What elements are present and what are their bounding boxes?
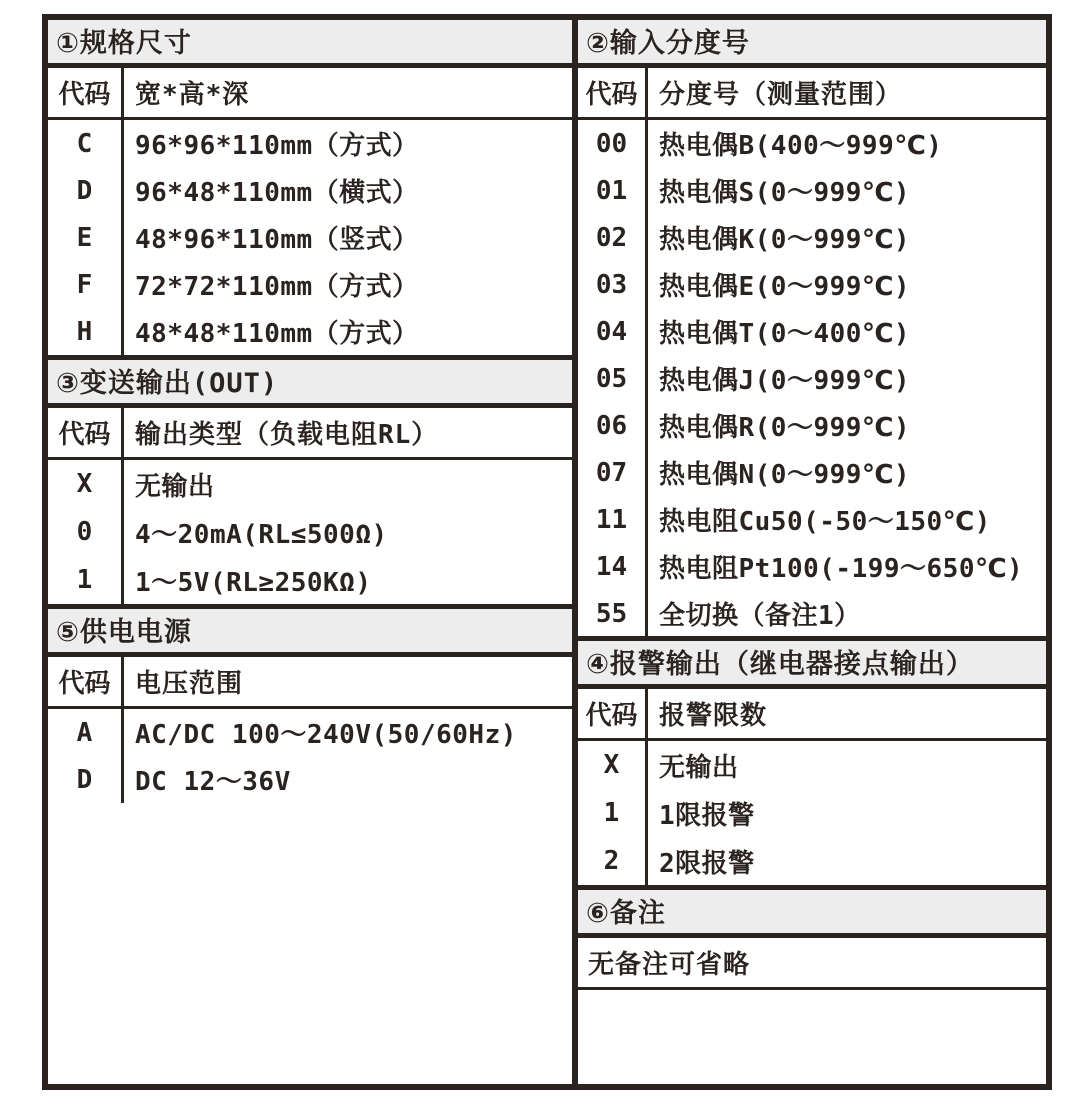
value-cell: AC/DC 100～240V(50/60Hz) bbox=[135, 720, 517, 750]
table-row bbox=[48, 308, 572, 355]
code-cell: 03 bbox=[578, 261, 648, 308]
value-cell: DC 12～36V bbox=[135, 767, 291, 797]
value-cell: 48*96*110mm（竖式） bbox=[135, 225, 419, 255]
value-column-header: 分度号（测量范围） bbox=[659, 80, 903, 110]
section-alarm-output bbox=[578, 636, 1046, 885]
table-row bbox=[578, 496, 1046, 543]
value-cell: 热电偶S(0～999℃) bbox=[659, 178, 911, 208]
value-cell: 2限报警 bbox=[659, 848, 755, 879]
table-row bbox=[48, 556, 572, 604]
code-cell: 02 bbox=[578, 214, 648, 261]
section-specs-rows bbox=[48, 120, 572, 355]
section-alarm-output-rows bbox=[578, 741, 1046, 885]
value-cell: 1～5V(RL≥250KΩ) bbox=[135, 567, 372, 598]
table-row bbox=[48, 214, 572, 261]
code-cell: 04 bbox=[578, 308, 648, 355]
remark-blank-cell bbox=[578, 990, 1046, 1084]
section-remark-title: ⑥备注 bbox=[578, 890, 1046, 938]
table-row bbox=[578, 308, 1046, 355]
table-row bbox=[578, 590, 1046, 636]
section-input-graduation bbox=[578, 20, 1046, 636]
table-row bbox=[48, 167, 572, 214]
table-row bbox=[578, 741, 1046, 789]
value-cell: 热电偶K(0～999℃) bbox=[659, 225, 911, 255]
table-row bbox=[578, 167, 1046, 214]
value-cell: 热电阻Pt100(-199～650℃) bbox=[659, 554, 1024, 584]
model-selection-table bbox=[42, 14, 1052, 1090]
section-power-supply-rows bbox=[48, 709, 572, 803]
code-cell: E bbox=[48, 214, 124, 261]
code-cell: 06 bbox=[578, 402, 648, 449]
code-cell: D bbox=[48, 167, 124, 214]
value-column-header: 宽*高*深 bbox=[135, 80, 250, 110]
value-cell: 72*72*110mm（方式） bbox=[135, 272, 419, 302]
remark-note: 无备注可省略 bbox=[578, 938, 1046, 990]
table-row bbox=[578, 120, 1046, 167]
code-cell: 1 bbox=[578, 789, 648, 837]
table-row bbox=[48, 508, 572, 556]
table-row bbox=[578, 214, 1046, 261]
table-row bbox=[48, 460, 572, 508]
code-cell: 05 bbox=[578, 355, 648, 402]
value-cell: 全切换（备注1） bbox=[659, 601, 861, 631]
table-row bbox=[48, 261, 572, 308]
code-column-header: 代码 bbox=[48, 657, 124, 706]
section-specs-title: ①规格尺寸 bbox=[48, 20, 572, 68]
section-transmit-output-title: ③变送输出(OUT) bbox=[48, 360, 572, 408]
code-cell: 55 bbox=[578, 590, 648, 636]
table-row bbox=[48, 120, 572, 167]
value-cell: 热电阻Cu50(-50～150℃) bbox=[659, 507, 991, 537]
table-row bbox=[578, 789, 1046, 837]
code-cell: 00 bbox=[578, 120, 648, 167]
value-cell: 48*48*110mm（方式） bbox=[135, 319, 419, 349]
value-cell: 热电偶N(0～999℃) bbox=[659, 460, 911, 490]
value-cell: 无输出 bbox=[659, 752, 739, 783]
code-column-header: 代码 bbox=[48, 408, 124, 457]
table-right-column bbox=[578, 20, 1046, 1084]
code-cell: H bbox=[48, 308, 124, 355]
section-specs-column-header bbox=[48, 68, 572, 120]
code-cell: D bbox=[48, 756, 124, 803]
section-remark bbox=[578, 885, 1046, 1084]
value-cell: 热电偶E(0～999℃) bbox=[659, 272, 911, 302]
section-power-supply-column-header bbox=[48, 657, 572, 709]
value-cell: 热电偶T(0～400℃) bbox=[659, 319, 911, 349]
section-input-graduation-title: ②输入分度号 bbox=[578, 20, 1046, 68]
code-cell: C bbox=[48, 120, 124, 167]
value-cell: 热电偶R(0～999℃) bbox=[659, 413, 911, 443]
table-row bbox=[578, 449, 1046, 496]
value-column-header: 电压范围 bbox=[135, 669, 244, 699]
table-row bbox=[578, 355, 1046, 402]
table-row bbox=[48, 756, 572, 803]
section-input-graduation-rows bbox=[578, 120, 1046, 636]
code-cell: X bbox=[578, 741, 648, 789]
section-transmit-output bbox=[48, 355, 572, 604]
section-transmit-output-rows bbox=[48, 460, 572, 604]
table-row bbox=[578, 837, 1046, 885]
section-alarm-output-column-header bbox=[578, 689, 1046, 741]
table-row bbox=[578, 402, 1046, 449]
code-cell: X bbox=[48, 460, 124, 508]
value-column-header: 输出类型（负载电阻RL） bbox=[135, 420, 439, 450]
table-row bbox=[48, 709, 572, 756]
table-left-column bbox=[48, 20, 572, 1084]
code-cell: A bbox=[48, 709, 124, 756]
code-cell: 0 bbox=[48, 508, 124, 556]
code-cell: 11 bbox=[578, 496, 648, 543]
code-cell: 1 bbox=[48, 556, 124, 604]
section-power-supply bbox=[48, 604, 572, 803]
value-cell: 1限报警 bbox=[659, 800, 755, 831]
table-row bbox=[578, 261, 1046, 308]
section-power-supply-title: ⑤供电电源 bbox=[48, 609, 572, 657]
code-cell: 2 bbox=[578, 837, 648, 885]
code-column-header: 代码 bbox=[578, 68, 648, 117]
code-cell: 07 bbox=[578, 449, 648, 496]
value-cell: 热电偶J(0～999℃) bbox=[659, 366, 911, 396]
value-cell: 无输出 bbox=[135, 471, 215, 502]
section-alarm-output-title: ④报警输出（继电器接点输出） bbox=[578, 641, 1046, 689]
code-column-header: 代码 bbox=[48, 68, 124, 117]
table-row bbox=[578, 543, 1046, 590]
code-cell: 01 bbox=[578, 167, 648, 214]
code-column-header: 代码 bbox=[578, 689, 648, 738]
value-cell: 96*96*110mm（方式） bbox=[135, 131, 419, 161]
section-input-graduation-column-header bbox=[578, 68, 1046, 120]
value-cell: 96*48*110mm（横式） bbox=[135, 178, 419, 208]
code-cell: F bbox=[48, 261, 124, 308]
value-cell: 4～20mA(RL≤500Ω) bbox=[135, 519, 388, 550]
section-transmit-output-column-header bbox=[48, 408, 572, 460]
section-specs bbox=[48, 20, 572, 355]
value-cell: 热电偶B(400～999℃) bbox=[659, 131, 943, 161]
value-column-header: 报警限数 bbox=[659, 701, 768, 732]
code-cell: 14 bbox=[578, 543, 648, 590]
